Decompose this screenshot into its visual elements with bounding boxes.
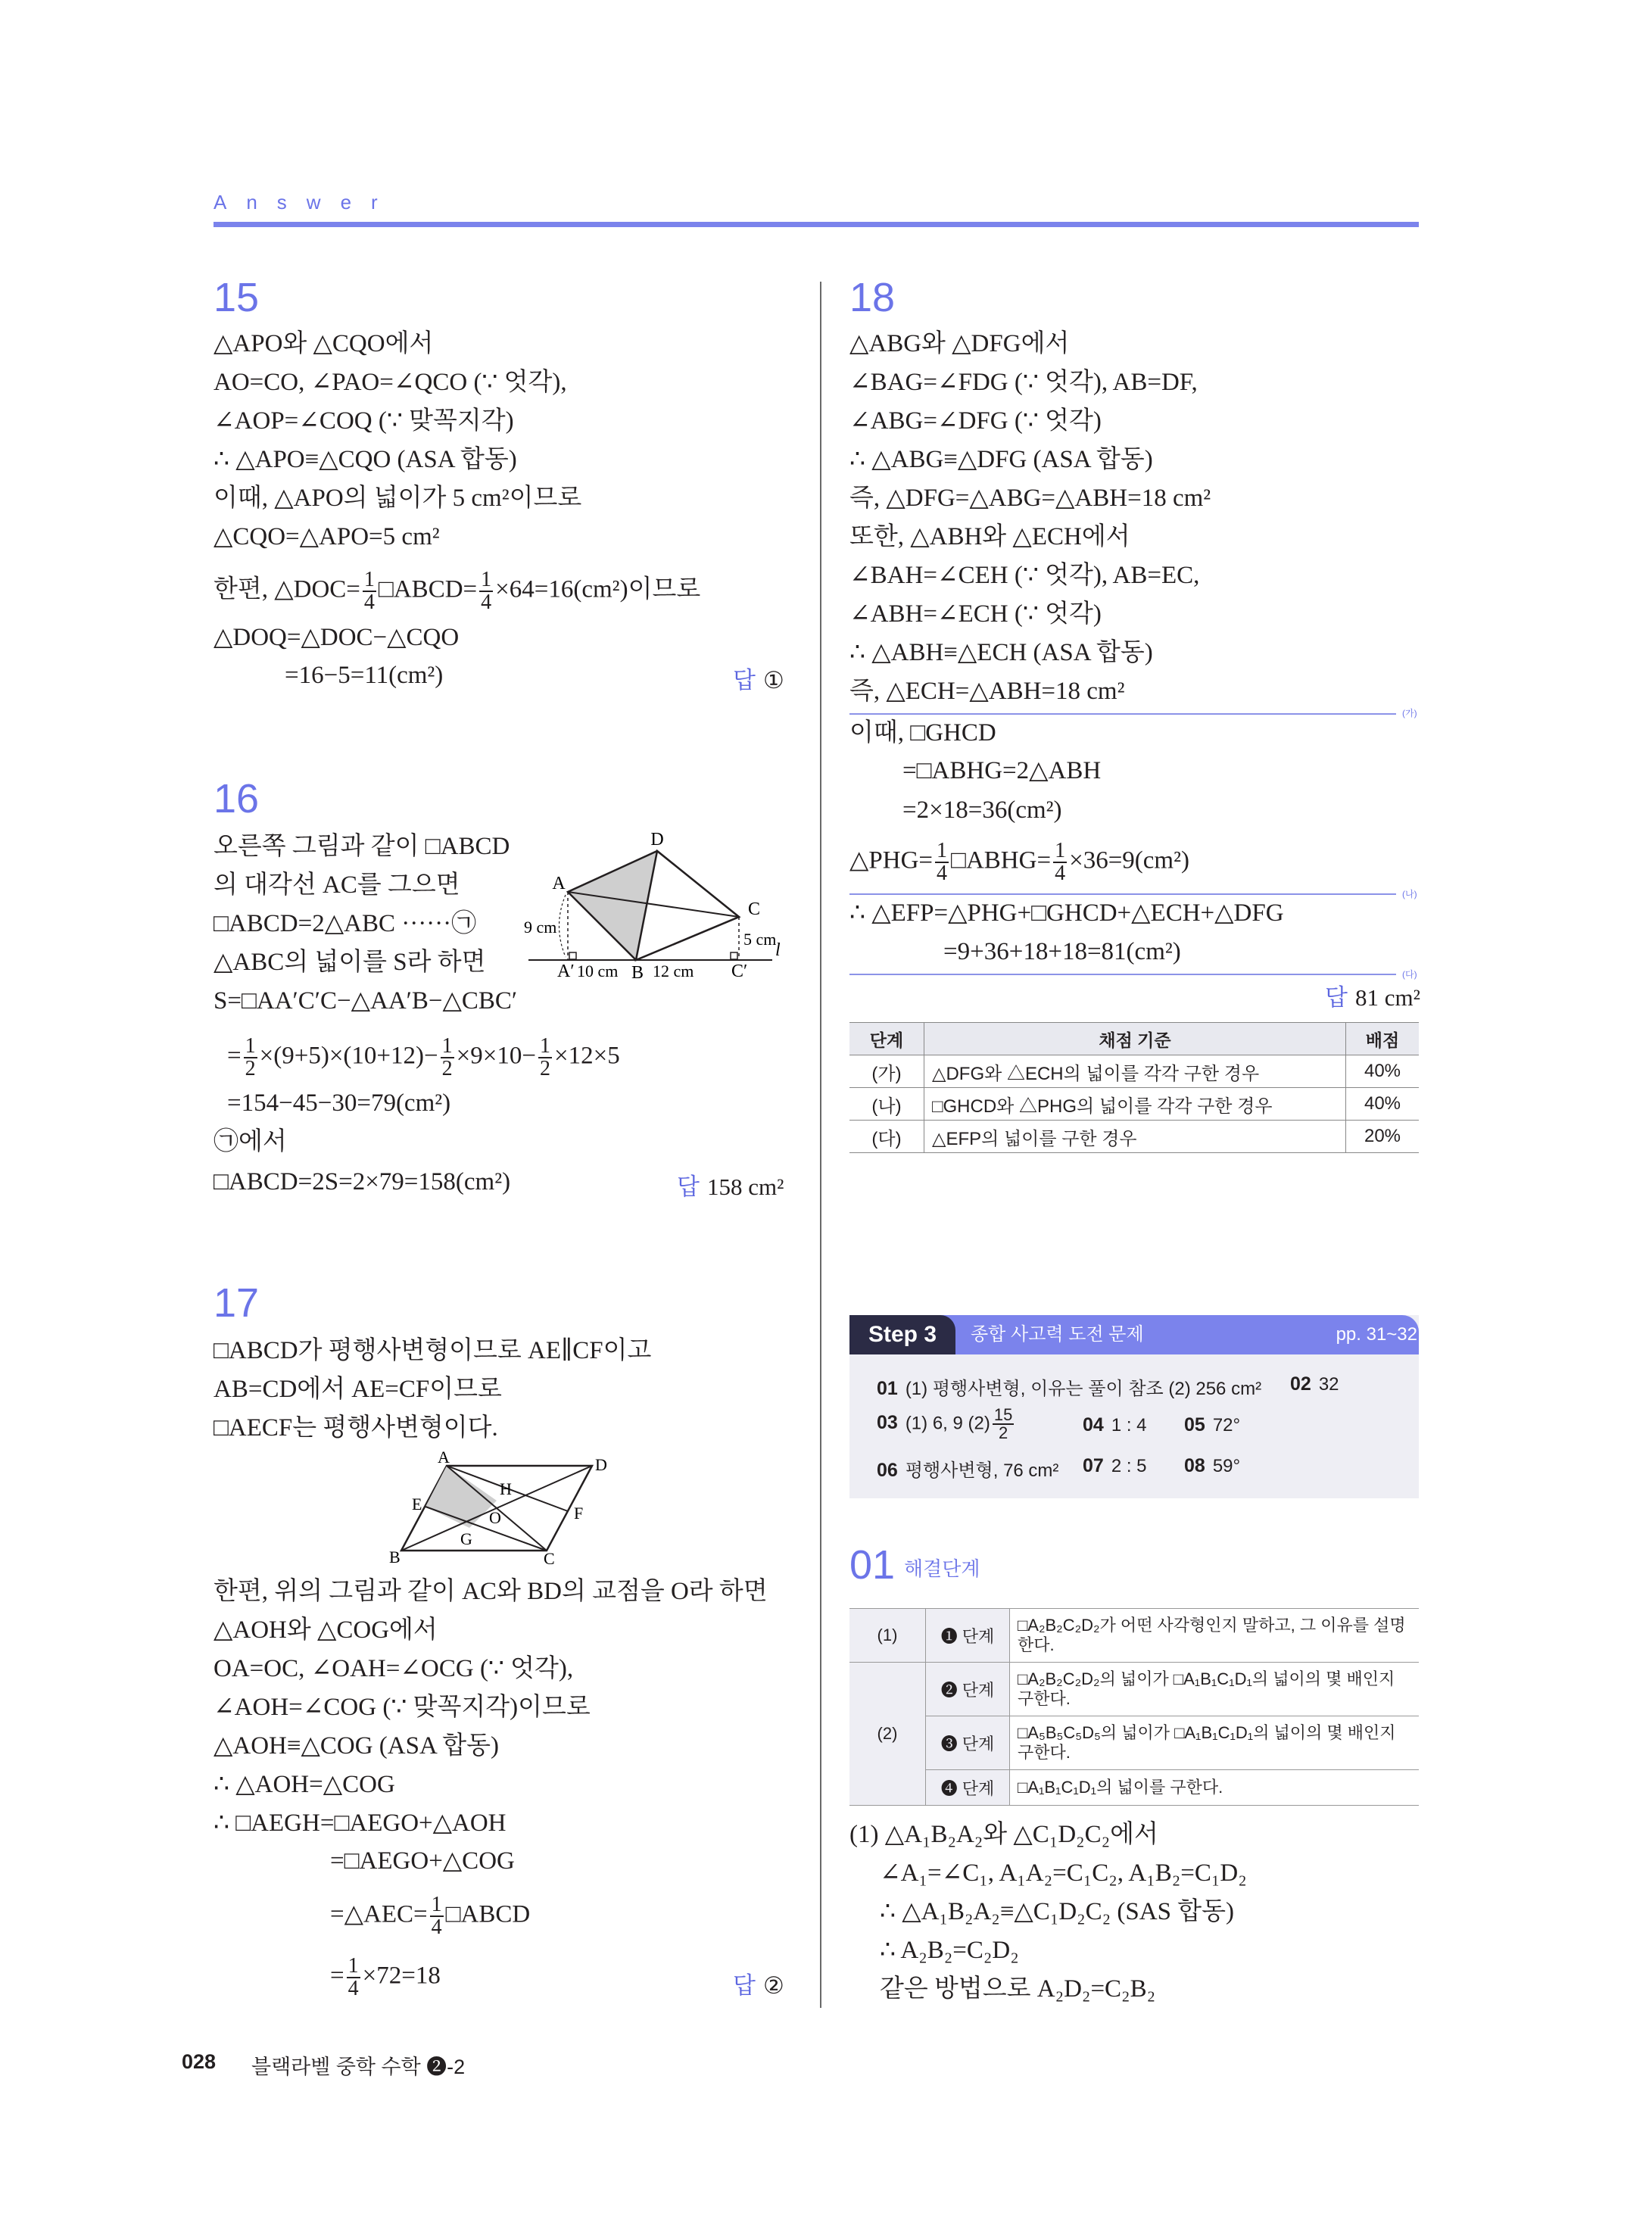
grading-row [849,1088,1419,1121]
p16-figure [522,830,781,984]
grading-stage: (나) [849,1088,924,1121]
stage-step: ❹ 단계 [926,1770,1010,1806]
p18-line-1: △ABG와 △DFG에서 [849,330,1070,357]
step3-answer-02: 02 32 [1290,1373,1339,1395]
step3-answer-08: 08 59° [1184,1455,1241,1476]
step3-answer-01: 01 (1) 평행사변형, 이유는 풀이 참조 (2) 256 cm² [877,1378,1262,1399]
step3-answer-04: 04 1 : 4 [1083,1414,1147,1435]
p15-line-5: 이때, △APO의 넓이가 5 cm²이므로 [214,485,582,512]
p15-line-9: =16−5=11(cm²) [285,662,444,689]
p16-line-6: = $\frac{1}{2}$ ×(9+5)×(10+12)− $\frac{1}{2}$ ×9×10− $\frac{1}{2}$ ×12×5 [227,1034,620,1080]
p16-answer: 답 158 cm² [677,1174,784,1200]
p15-line-1: △APO와 △CQO에서 [214,330,434,357]
label-d: D [595,1455,607,1474]
label-c-prime: C′ [731,962,748,981]
p18-line-11: 이때, □GHCD [849,719,996,747]
p18-answer: 답 81 cm² [1325,984,1420,1011]
header-label: Answer [214,191,397,214]
stage-text: □A₂B₂C₂D₂가 어떤 사각형인지 말하고, 그 이유를 설명한다. [1010,1609,1420,1663]
grading-header-row [849,1023,1419,1055]
stage-row [849,1609,1419,1663]
p18-line-6: 또한, △ABH와 △ECH에서 [849,523,1130,550]
p15-line-8: △DOQ=△DOC−△CQO [214,624,460,651]
grading-row [849,1055,1419,1088]
p17-line-2: AB=CD에서 AE=CF이므로 [214,1376,502,1403]
p16-line-9: □ABCD=2S=2×79=158(cm²) [214,1168,511,1195]
mark-a: (가) [1402,708,1417,719]
step3-answer-03: 03 (1) 6, 9 (2) $\frac{15}{2}$ [877,1405,1013,1442]
label-c: C [544,1549,555,1568]
p16-line-2: 의 대각선 AC를 그으면 [214,871,460,899]
label-a-prime: A′ [557,962,575,981]
sol01-line-3: ∴ △A₁B₂A₂≡△C₁D₂C₂ (SAS 합동) [880,1898,1234,1925]
p17-line-9: ∴ △AOH=△COG [214,1771,395,1798]
p15-line-3: ∠AOP=∠COQ (∵ 맞꼭지각) [214,407,514,435]
label-b: B [389,1548,401,1566]
stage-step: ❶ 단계 [926,1609,1010,1663]
step3-answer-06: 06 평행사변형, 76 cm² [877,1460,1059,1481]
p16-line-7: =154−45−30=79(cm²) [227,1089,451,1117]
label-e: E [412,1495,422,1513]
stage-row [849,1716,1419,1770]
stage-part: (2) [849,1663,926,1806]
p18-line-16: =9+36+18+18=81(cm²) [943,938,1181,965]
label-h: H [500,1479,512,1498]
solution-stage-table [849,1608,1419,1806]
header-rule [214,222,1419,227]
label-10cm: 10 cm [577,962,619,980]
p17-line-7: ∠AOH=∠COG (∵ 맞꼭지각)이므로 [214,1694,591,1721]
grading-header-criteria: 채점 기준 [924,1023,1346,1055]
rule-b [849,893,1396,895]
stage-step: ❷ 단계 [926,1663,1010,1716]
p18-line-7: ∠BAH=∠CEH (∵ 엇각), AB=EC, [849,562,1200,589]
rule-c [849,974,1396,975]
p16-line-8: ㉠에서 [214,1128,287,1155]
p17-line-8: △AOH≡△COG (ASA 합동) [214,1732,499,1760]
brace-9cm [559,895,566,957]
stage-text: □A₂B₂C₂D₂의 넓이가 □A₁B₁C₁D₁의 넓이의 몇 배인지 구한다. [1010,1663,1420,1716]
solution-01-subtitle: 해결단계 [904,1557,980,1580]
p18-line-3: ∠ABG=∠DFG (∵ 엇각) [849,407,1102,435]
p15-line-2: AO=CO, ∠PAO=∠QCO (∵ 엇각), [214,369,567,396]
p17-line-11: =□AEGO+△COG [330,1847,515,1875]
grading-table [849,1022,1419,1153]
grading-points: 40% [1346,1055,1420,1088]
stage-step: ❸ 단계 [926,1716,1010,1770]
p15-line-6: △CQO=△APO=5 cm² [214,523,440,550]
label-5cm: 5 cm [743,930,777,949]
grading-criteria: □GHCD와 △PHG의 넓이를 각각 구한 경우 [924,1088,1346,1121]
p18-line-12: =□ABHG=2△ABH [902,757,1102,784]
p18-line-13: =2×18=36(cm²) [902,796,1062,824]
p16-line-3: □ABCD=2△ABC ······㉠ [214,910,477,937]
p18-line-9: ∴ △ABH≡△ECH (ASA 합동) [849,639,1153,666]
right-angle-a2 [569,952,576,959]
p18-line-2: ∠BAG=∠FDG (∵ 엇각), AB=DF, [849,369,1198,396]
label-g: G [460,1529,472,1548]
p16-line-5: S=□AA′C′C−△AA′B−△CBC′ [214,987,518,1015]
p17-line-6: OA=OC, ∠OAH=∠OCG (∵ 엇각), [214,1655,574,1682]
problem-18-number: 18 [849,275,896,320]
p17-line-3: □AECF는 평행사변형이다. [214,1414,498,1442]
p18-line-5: 즉, △DFG=△ABG=△ABH=18 cm² [849,485,1211,512]
sol01-line-2: ∠A₁=∠C₁, A₁A₂=C₁C₂, A₁B₂=C₁D₂ [880,1859,1247,1887]
step3-pages: pp. 31~32 [1336,1324,1417,1345]
p17-figure [386,1448,613,1568]
stage-row [849,1770,1419,1806]
label-9cm: 9 cm [524,918,557,937]
page-number: 028 [182,2050,217,2073]
problem-16-number: 16 [214,776,260,821]
label-12cm: 12 cm [653,962,694,980]
label-f: F [574,1504,584,1523]
p17-line-13: = $\frac{1}{4}$ ×72=18 [330,1954,441,2000]
mark-b: (나) [1402,889,1417,899]
p17-line-5: △AOH와 △COG에서 [214,1616,438,1644]
sol01-line-1: (1) △A₁B₂A₂와 △C₁D₂C₂에서 [849,1821,1158,1848]
grading-stage: (다) [849,1121,924,1153]
book-title: 블랙라벨 중학 수학 ❷-2 [251,2056,466,2078]
grading-points: 20% [1346,1121,1420,1153]
right-angle-c2 [731,952,737,959]
p16-line-4: △ABC의 넓이를 S라 하면 [214,949,486,976]
grading-criteria: △EFP의 넓이를 구한 경우 [924,1121,1346,1153]
problem-17-number: 17 [214,1280,260,1326]
p17-answer: 답 ② [733,1972,784,1999]
p18-line-8: ∠ABH=∠ECH (∵ 엇각) [849,600,1102,628]
p17-line-12: =△AEC= $\frac{1}{4}$ □ABCD [330,1893,531,1939]
stage-text: □A₁B₁C₁D₁의 넓이를 구한다. [1010,1770,1420,1806]
p15-line-7: 한편, △DOC= $\frac{1}{4}$ □ABCD= $\frac{1}{4}$ ×64=16(cm²)이므로 [214,568,701,614]
problem-15-number: 15 [214,275,260,320]
step3-label: Step 3 [849,1315,955,1354]
grading-stage: (가) [849,1055,924,1088]
label-c: C [748,899,761,919]
p17-line-4: 한편, 위의 그림과 같이 AC와 BD의 교점을 O라 하면 [214,1578,768,1605]
step3-title: 종합 사고력 도전 문제 [971,1324,1144,1345]
grading-header-stage: 단계 [849,1023,924,1055]
label-a: A [552,874,566,893]
label-o: O [489,1508,501,1527]
stage-row [849,1663,1419,1716]
label-a: A [438,1448,450,1467]
sol01-line-4: ∴ A₂B₂=C₂D₂ [880,1937,1019,1964]
label-d: D [650,830,664,849]
shaded-aegh [425,1466,497,1528]
sol01-line-5: 같은 방법으로 A₂D₂=C₂B₂ [880,1975,1156,2003]
p17-line-1: □ABCD가 평행사변형이므로 AE∥CF이고 [214,1337,652,1364]
p18-line-10: 즉, △ECH=△ABH=18 cm² [849,678,1125,705]
grading-points: 40% [1346,1088,1420,1121]
p18-line-15: ∴ △EFP=△PHG+□GHCD+△ECH+△DFG [849,899,1284,927]
p15-answer: 답 ① [733,667,784,694]
grading-criteria: △DFG와 △ECH의 넓이를 각각 구한 경우 [924,1055,1346,1088]
column-divider [820,282,821,2008]
grading-row [849,1121,1419,1153]
p18-line-4: ∴ △ABG≡△DFG (ASA 합동) [849,446,1153,473]
step3-answer-07: 07 2 : 5 [1083,1455,1147,1476]
solution-01-number: 01 [849,1542,896,1588]
p17-line-10: ∴ □AEGH=□AEGO+△AOH [214,1810,507,1837]
stage-part: (1) [849,1609,926,1663]
stage-text: □A₅B₅C₅D₅의 넓이가 □A₁B₁C₁D₁의 넓이의 몇 배인지 구한다. [1010,1716,1420,1770]
mark-c: (다) [1402,969,1417,980]
p18-line-14: △PHG= $\frac{1}{4}$ □ABHG= $\frac{1}{4}$ ×36=9(cm²) [849,839,1189,885]
label-l: l [775,940,781,960]
grading-header-points: 배점 [1346,1023,1420,1055]
p15-line-4: ∴ △APO≡△CQO (ASA 합동) [214,446,517,473]
p16-line-1: 오른쪽 그림과 같이 □ABCD [214,833,510,860]
rule-a [849,713,1396,715]
step3-answer-05: 05 72° [1184,1414,1241,1435]
label-b: B [631,963,644,983]
